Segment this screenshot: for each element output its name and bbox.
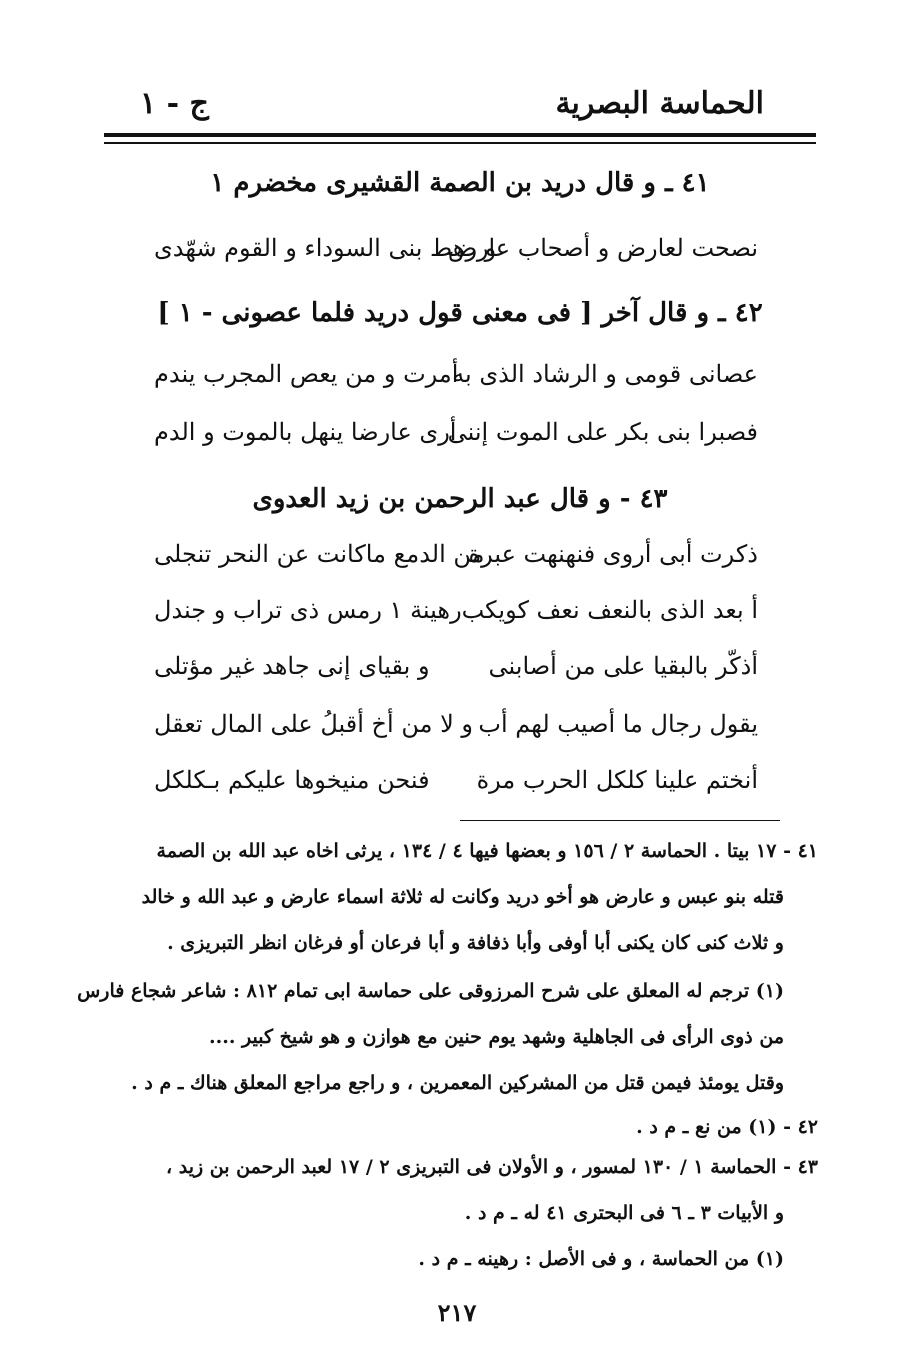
- verse-first-hemistich: نصحت لعارض و أصحاب عارض: [447, 234, 758, 262]
- running-title: الحماسة البصرية: [555, 86, 764, 121]
- verse-second-hemistich: و بقياى إنى جاهد غير مؤتلى: [154, 652, 430, 680]
- footnote-line: ٤١ - ١٧ بيتا . الحماسة ٢ / ١٥٦ و بعضها فيها ٤ / ١٣٤ ، يرثى اخاه عبد الله بن الصمة: [156, 840, 818, 862]
- footnote-line: ٤٢ - (١) من نع ـ م د .: [636, 1116, 818, 1138]
- poem-42-heading: ٤٢ ـ و قال آخر [ فى معنى قول دريد فلما عصونى - ١ ]: [157, 298, 763, 328]
- verse-first-hemistich: أنختم علينا كلكل الحرب مرة: [476, 766, 758, 794]
- header-rule-thick: [104, 133, 816, 137]
- verse-first-hemistich: ذكرت أبى أروى فنهنهت عبرة: [468, 540, 758, 568]
- verse-second-hemistich: و لا من أخ أقبلُ على المال تعقل: [154, 710, 473, 738]
- verse-line: [130, 540, 780, 586]
- footnote-line: (١) من الحماسة ، و فى الأصل : رهينه ـ م د .: [418, 1248, 784, 1270]
- verse-line: [130, 766, 780, 812]
- verse-line: [130, 418, 780, 464]
- verse-second-hemistich: أمرت و من يعص المجرب يندم: [154, 360, 459, 388]
- footnote-line: قتله بنو عبس و عارض هو أخو دريد وكانت له ثلاثة اسماء عارض و عبد الله و خالد: [141, 886, 784, 908]
- verse-first-hemistich: عصانى قومى و الرشاد الذى به: [452, 360, 758, 388]
- verse-second-hemistich: من الدمع ماكانت عن النحر تنجلى: [154, 540, 485, 568]
- footnote-line: و ثلاث كنى كان يكنى أبا أوفى وأبا ذفافة و أبا فرعان أو فرغان انظر التبريزى .: [167, 932, 784, 954]
- verse-first-hemistich: أذكّر بالبقيا على من أصابنى: [488, 652, 758, 680]
- verse-line: [130, 596, 780, 642]
- verse-second-hemistich: فنحن منيخوها عليكم بـكلكل: [154, 766, 430, 794]
- volume-label: ج - ١: [140, 86, 209, 121]
- page-number: ٢١٧: [437, 1298, 477, 1327]
- footnote-line: و الأبيات ٣ ـ ٦ فى البحترى ٤١ له ـ م د .: [464, 1202, 784, 1224]
- verse-second-hemistich: رهينة ١ رمس ذى تراب و جندل: [154, 596, 462, 624]
- poem-43-heading: ٤٣ - و قال عبد الرحمن بن زيد العدوى: [252, 484, 668, 514]
- verse-second-hemistich: أرى عارضا ينهل بالموت و الدم: [154, 418, 457, 446]
- footnote-line: من ذوى الرأى فى الجاهلية وشهد يوم حنين مع هوازن و هو شيخ كبير ....: [208, 1026, 784, 1048]
- verse-line: [130, 360, 780, 406]
- verse-first-hemistich: أ بعد الذى بالنعف نعف كويكب: [461, 596, 758, 624]
- verse-first-hemistich: فصبرا بنى بكر على الموت إننى: [447, 418, 758, 446]
- poem-41-heading: ٤١ ـ و قال دريد بن الصمة القشيرى مخضرم ١: [210, 168, 710, 198]
- verse-line: [130, 652, 780, 698]
- header-rule-thin: [104, 142, 816, 144]
- footnote-line: (١) ترجم له المعلق على شرح المرزوقى على حماسة ابى تمام ٨١٢ : شاعر شجاع فارس: [77, 980, 784, 1002]
- footnote-separator: [460, 820, 780, 821]
- verse-first-hemistich: يقول رجال ما أصيب لهم أب: [478, 710, 758, 738]
- verse-line: [130, 710, 780, 756]
- verse-line: [130, 234, 780, 280]
- footnote-line: ٤٣ - الحماسة ١ / ١٣٠ لمسور ، و الأولان فى التبريزى ٢ / ١٧ لعبد الرحمن بن زيد ،: [166, 1156, 818, 1178]
- footnote-line: وقتل يومئذ فيمن قتل من المشركين المعمرين ، و راجع مراجع المعلق هناك ـ م د .: [131, 1072, 784, 1094]
- verse-second-hemistich: و رهط بنى السوداء و القوم شهّدى: [154, 234, 497, 262]
